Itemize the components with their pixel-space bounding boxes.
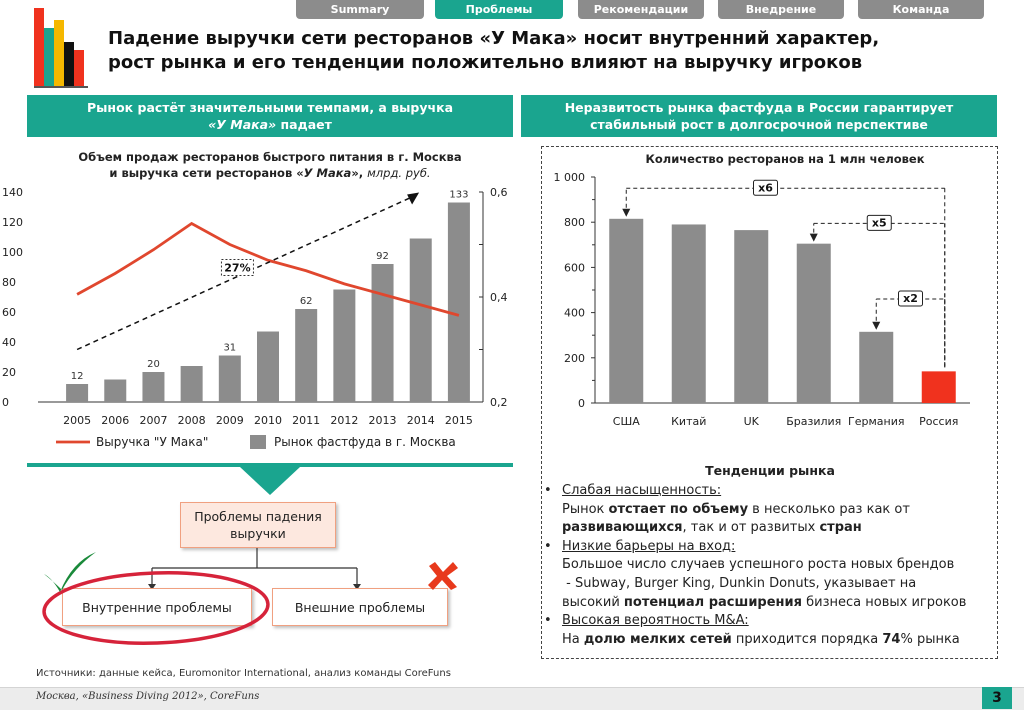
t3d: 74 <box>882 631 901 647</box>
y-tick-label: 20 <box>2 366 16 379</box>
footer-text: Москва, «Business Diving 2012», CoreFuns <box>36 691 260 702</box>
multiplier-label: x2 <box>903 292 918 306</box>
page-number: 3 <box>982 687 1012 709</box>
x-tick-label: 2007 <box>139 414 168 427</box>
logo <box>34 4 90 88</box>
bar-Бразилия <box>797 244 831 403</box>
x-tick-label: 2014 <box>406 414 435 427</box>
x-tick-label: 2011 <box>292 414 321 427</box>
bar-2014 <box>410 239 432 403</box>
t1b: отстает по объему <box>608 501 749 517</box>
arrow-down-icon <box>27 463 513 493</box>
left-banner-line1: Рынок растёт значительными темпами, а выручка <box>86 100 454 115</box>
bar-UK <box>734 230 768 403</box>
trend-heading-3: Высокая вероятность M&A: <box>562 613 749 629</box>
left-chart <box>0 180 520 460</box>
y-tick-label: 400 <box>564 306 585 320</box>
t3e: % рынка <box>900 631 960 647</box>
bar-data-label: 62 <box>299 296 313 307</box>
y-tick-label: 1 000 <box>553 171 585 184</box>
y-tick-label: 60 <box>2 306 16 319</box>
t2a: Большое число случаев успешного роста новых брендов <box>562 557 955 573</box>
t1f: стран <box>819 520 862 536</box>
left-banner-rest: падает <box>276 117 332 132</box>
x-tick-label: США <box>612 415 640 428</box>
t2e: бизнеса новых игроков <box>802 594 967 610</box>
y-tick-label: 100 <box>2 246 23 259</box>
bar-Германия <box>859 332 893 403</box>
x-tick-label: 2012 <box>330 414 359 427</box>
problems-root-label: Проблемы падения выручки <box>194 509 322 541</box>
t2c: высокий <box>562 594 624 610</box>
page-title <box>108 27 1008 75</box>
internal-problems-label: Внутренние проблемы <box>82 599 232 615</box>
right-chart-title: Количество ресторанов на 1 млн человек <box>645 152 925 166</box>
bracket-arrow-icon <box>810 234 818 242</box>
bar-Россия <box>922 371 956 403</box>
t2d: потенциал расширения <box>623 594 802 610</box>
t3a: На <box>562 631 584 647</box>
y-tick-label: 0 <box>578 397 585 410</box>
x-tick-label: 2015 <box>444 414 473 427</box>
page-title-line2: рост рынка и его тенденции положительно влияют на выручку игроков <box>108 52 863 73</box>
x-tick-label: 2013 <box>368 414 397 427</box>
multiplier-label: x5 <box>871 216 887 230</box>
legend-line-label: Выручка "У Мака" <box>96 435 209 449</box>
bar-data-label: 31 <box>223 342 237 354</box>
bar-data-label: 20 <box>147 359 160 370</box>
bar-data-label: 12 <box>70 371 84 382</box>
y-tick-label: 600 <box>564 261 585 275</box>
external-problems-box[interactable] <box>272 588 448 626</box>
bracket-arrow-icon <box>872 322 880 330</box>
lct-b: У Мака <box>303 166 352 180</box>
bar-США <box>609 219 643 403</box>
t1d: развивающихся <box>562 520 683 536</box>
y-tick-label: 80 <box>2 276 16 289</box>
legend-bar-swatch <box>250 435 266 449</box>
y2-tick-label: 0,4 <box>490 291 508 304</box>
t1a: Рынок <box>562 501 609 517</box>
x-tick-label: Бразилия <box>786 415 842 428</box>
lct-a: и выручка сети ресторанов « <box>109 166 304 180</box>
bar-2005 <box>66 384 88 402</box>
right-banner-line2: стабильный рост в долгосрочной перспективе <box>590 117 928 132</box>
left-banner-line2 <box>208 116 332 133</box>
x-tick-label: 2010 <box>254 414 282 427</box>
t1c: в несколько раз как от <box>748 501 910 517</box>
trend-item-1: • Слабая насыщенность: Рынок отстает по объему в несколько раз как от развивающихся, так и от развитых стран <box>544 483 910 536</box>
trends-list <box>544 482 996 649</box>
left-chart-title-line1: Объем продаж ресторанов быстрого питания в г. Москва <box>78 150 462 164</box>
y-tick-label: 200 <box>564 351 585 365</box>
x-tick-label: 2006 <box>101 414 130 427</box>
left-chart-title <box>40 149 500 181</box>
t3b: долю мелких сетей <box>583 631 732 647</box>
x-tick-label: UK <box>743 415 759 428</box>
right-banner-line1: Неразвитость рынка фастфуда в России гарантирует <box>564 100 954 115</box>
t1e: , так и от развитых <box>682 520 820 536</box>
tab-implementation[interactable]: Внедрение <box>718 0 844 19</box>
y-tick-label: 0 <box>2 396 9 409</box>
bar-2013 <box>372 264 394 402</box>
trend-heading-1: Слабая насыщенность: <box>562 483 722 498</box>
bar-2008 <box>181 366 203 402</box>
bar-Китай <box>672 224 706 403</box>
check-mark-icon <box>40 548 100 598</box>
bar-2011 <box>295 309 317 402</box>
trends-title: Тенденции рынка <box>705 463 835 478</box>
cagr-label: 27% <box>224 261 251 275</box>
bar-2012 <box>333 290 355 403</box>
t3c: приходится порядка <box>731 631 883 647</box>
page-title-line1: Падение выручки сети ресторанов «У Мака» носит внутренний характер, <box>108 28 880 49</box>
y-tick-label: 140 <box>2 186 23 199</box>
tab-problems[interactable]: Проблемы <box>435 0 563 19</box>
left-chart-title-line2 <box>40 165 500 181</box>
left-banner-brand: «У Мака» <box>208 117 277 132</box>
lct-d: млрд. руб. <box>367 166 431 180</box>
bar-2009 <box>219 356 241 403</box>
bar-2015 <box>448 203 470 403</box>
legend-bar-label: Рынок фастфуда в г. Москва <box>274 435 456 449</box>
revenue-line <box>77 224 459 316</box>
y2-tick-label: 0,2 <box>490 396 508 409</box>
y-tick-label: 120 <box>2 216 23 229</box>
x-tick-label: Россия <box>919 415 959 428</box>
cross-mark-icon <box>425 560 461 592</box>
multiplier-label: x6 <box>758 181 773 195</box>
tab-summary[interactable]: Summary <box>296 0 424 19</box>
trend-item-3: • Высокая вероятность M&A: На долю мелких сетей приходится порядка 74% рынка <box>544 613 960 647</box>
y-tick-label: 800 <box>564 216 585 230</box>
x-tick-label: 2005 <box>63 414 92 427</box>
tab-team[interactable]: Команда <box>858 0 984 19</box>
x-tick-label: Германия <box>848 415 905 428</box>
y-tick-label: 40 <box>2 336 16 349</box>
left-banner <box>27 95 513 137</box>
lct-c: », <box>351 166 368 180</box>
bar-2010 <box>257 332 279 403</box>
bracket-arrow-icon <box>622 209 630 217</box>
t2b: - Subway, Burger King, Dunkin Donuts, указывает на <box>562 575 917 591</box>
trend-item-2: • Низкие барьеры на вход: Большое число случаев успешного роста новых брендов - Subway, Burger King, Dunkin Donuts, указывает на высокий потенциал расширения бизнеса новых игроков <box>544 538 996 612</box>
external-problems-label: Внешние проблемы <box>294 599 426 615</box>
tab-recommendations[interactable]: Рекомендации <box>578 0 704 19</box>
bar-data-label: 92 <box>376 251 389 262</box>
sources-note: Источники: данные кейса, Euromonitor International, анализ команды CoreFuns <box>36 668 451 679</box>
x-tick-label: 2009 <box>215 414 244 427</box>
bar-data-label: 133 <box>449 189 469 201</box>
y2-tick-label: 0,6 <box>490 186 508 199</box>
right-banner <box>521 95 997 137</box>
bar-2007 <box>142 372 164 402</box>
x-tick-label: 2008 <box>177 414 206 427</box>
right-chart <box>545 165 995 435</box>
x-tick-label: Китай <box>671 415 707 428</box>
bar-2006 <box>104 380 126 403</box>
trend-heading-2: Низкие барьеры на вход: <box>562 538 736 554</box>
